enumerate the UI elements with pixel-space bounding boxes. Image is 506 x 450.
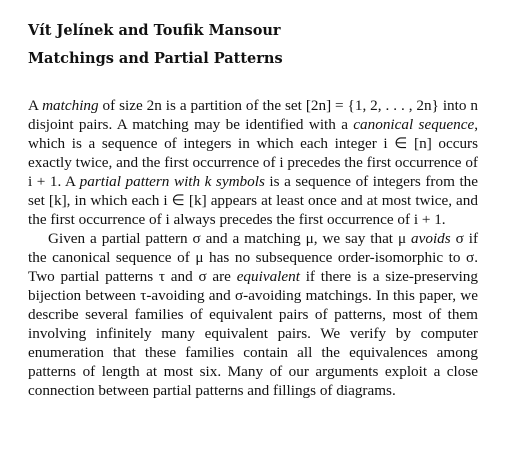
- text-run: Given a partial pattern σ and a matching μ, we say that μ: [48, 230, 412, 247]
- text-run: , which is a sequence of integers in which each integer i ∈ [n] occurs exactly twice, and the first occurrence of i precedes the first occurrence of i + 1. A: [28, 116, 478, 190]
- term-matching: matching: [42, 97, 99, 114]
- abstract-paragraph-1: [28, 96, 478, 229]
- term-equivalent: equivalent: [236, 268, 300, 285]
- abstract-paragraph-2: [28, 229, 478, 400]
- abstract: [28, 96, 478, 400]
- text-run: A: [28, 97, 43, 114]
- text-run: if there is a size-preserving bijection between τ-avoiding and σ-avoiding matchings. In this paper, we describe several families of equivalent pairs of patterns, most of them involving infinitely many equivalent pairs. We verify by computer enumeration that these families contain all the equivalences among patterns of length at most six. Many of our arguments exploit a close connection between partial patterns and fillings of diagrams.: [28, 268, 478, 399]
- paper-title: Matchings and Partial Patterns: [28, 50, 283, 67]
- text-run: σ if the canonical sequence of μ has no subsequence order-isomorphic to σ. Two partial patterns τ and σ are: [28, 230, 479, 285]
- text-run: is a sequence of integers from the set [k], in which each i ∈ [k] appears at least once and at most twice, and the first occurrence of i always precedes the first occurrence of i + 1.: [28, 173, 478, 228]
- text-run: of size 2n is a partition of the set [2n] = {1, 2, . . . , 2n} into n disjoint pairs. A matching may be identified with a: [28, 97, 478, 133]
- authors: Vít Jelínek and Toufik Mansour: [28, 22, 281, 39]
- term-avoids: avoids: [411, 230, 451, 247]
- term-partial-pattern: partial pattern with k symbols: [79, 173, 265, 190]
- term-canonical-sequence: canonical sequence: [353, 116, 475, 133]
